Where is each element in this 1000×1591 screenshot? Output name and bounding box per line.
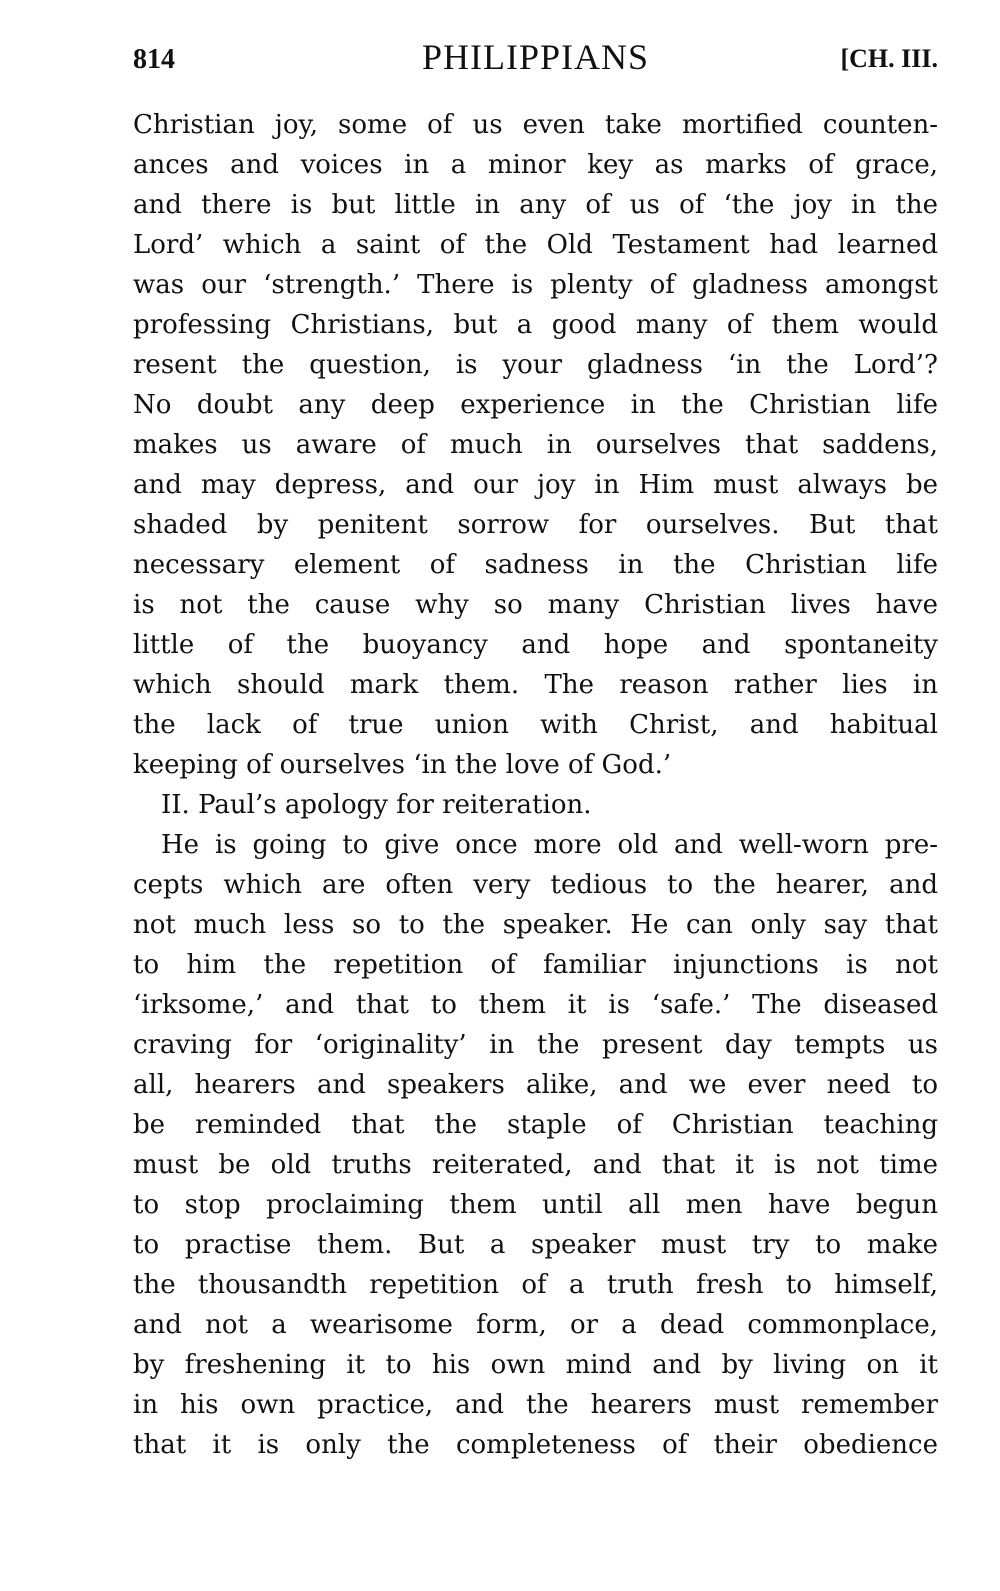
text-line: which should mark them. The reason rather lies in	[133, 670, 938, 700]
text-line: ances and voices in a minor key as marks of grace,	[133, 150, 938, 180]
chapter-reference: [CH. III.	[840, 44, 938, 73]
text-line: is not the cause why so many Christian lives have	[133, 590, 938, 620]
text-line: necessary element of sadness in the Christian life	[133, 550, 938, 580]
text-line: II. Paul’s apology for reiteration.	[161, 790, 592, 820]
text-line: keeping of ourselves ‘in the love of God.’	[133, 750, 672, 780]
text-line: and there is but little in any of us of ‘the joy in the	[133, 190, 938, 220]
text-line: that it is only the completeness of their obedience	[133, 1430, 938, 1460]
text-line: little of the buoyancy and hope and spontaneity	[133, 630, 938, 660]
text-line: the thousandth repetition of a truth fresh to himself,	[133, 1270, 938, 1300]
book-page	[133, 36, 938, 1465]
page-number: 814	[133, 44, 175, 75]
text-line: to practise them. But a speaker must try to make	[133, 1230, 938, 1260]
text-line: Lord’ which a saint of the Old Testament had learned	[133, 230, 938, 260]
text-line: and may depress, and our joy in Him must always be	[133, 470, 938, 500]
text-line: professing Christians, but a good many of them would	[133, 310, 938, 340]
running-title: PHILIPPIANS	[421, 37, 650, 77]
text-line: be reminded that the staple of Christian teaching	[133, 1110, 938, 1140]
text-line: No doubt any deep experience in the Christian life	[133, 390, 938, 420]
running-head	[133, 36, 938, 84]
text-line: resent the question, is your gladness ‘in the Lord’?	[133, 350, 938, 380]
text-line: cepts which are often very tedious to the hearer, and	[133, 870, 938, 900]
text-line: in his own practice, and the hearers must remember	[133, 1390, 938, 1420]
text-line: not much less so to the speaker. He can only say that	[133, 910, 938, 940]
text-line: to him the repetition of familiar injunctions is not	[133, 950, 938, 980]
text-line: He is going to give once more old and well-worn pre-	[161, 830, 938, 860]
text-line: to stop proclaiming them until all men have begun	[133, 1190, 938, 1220]
text-line: by freshening it to his own mind and by living on it	[133, 1350, 938, 1380]
text-line: and not a wearisome form, or a dead commonplace,	[133, 1310, 938, 1340]
text-line: all, hearers and speakers alike, and we ever need to	[133, 1070, 938, 1100]
text-line: Christian joy, some of us even take mortified counten-	[133, 110, 938, 140]
text-line: was our ‘strength.’ There is plenty of gladness amongst	[133, 270, 938, 300]
text-line: craving for ‘originality’ in the present day tempts us	[133, 1030, 938, 1060]
text-line: makes us aware of much in ourselves that saddens,	[133, 430, 938, 460]
text-line: ‘irksome,’ and that to them it is ‘safe.’ The diseased	[133, 990, 938, 1020]
text-line: the lack of true union with Christ, and habitual	[133, 710, 938, 740]
text-line: must be old truths reiterated, and that it is not time	[133, 1150, 938, 1180]
body-text	[133, 105, 938, 1465]
text-line: shaded by penitent sorrow for ourselves. But that	[133, 510, 938, 540]
